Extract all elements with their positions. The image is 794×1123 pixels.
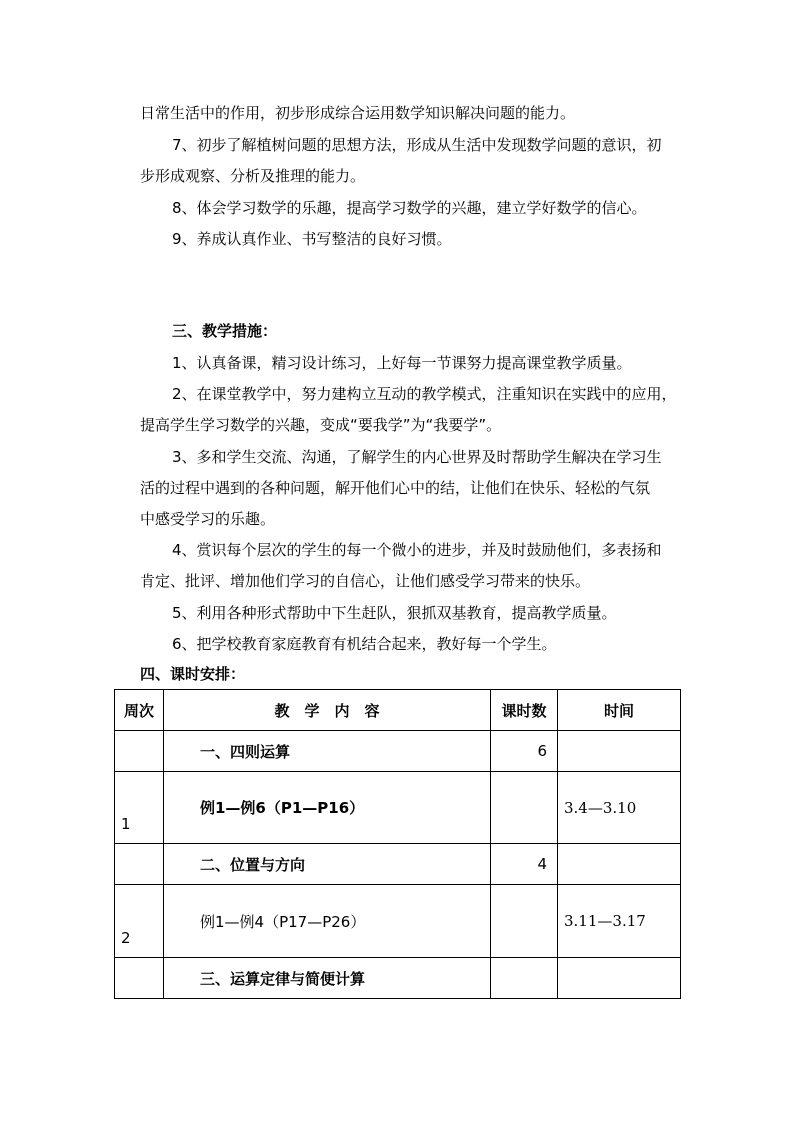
measure-line: 中感受学习的乐趣。	[140, 510, 276, 528]
table-row	[115, 885, 681, 958]
content-cell: 一、四则运算	[164, 731, 491, 772]
table-row	[115, 958, 681, 999]
time-cell: 3.11—3.17	[558, 885, 681, 958]
time-cell	[558, 731, 681, 772]
content-cell: 三、运算定律与简便计算	[164, 958, 491, 999]
week-cell	[115, 844, 164, 885]
paragraph-line: 步形成观察、分析及推理的能力。	[140, 167, 366, 185]
time-cell	[558, 958, 681, 999]
content-cell: 二、位置与方向	[164, 844, 491, 885]
content-cell: 例1—例4（P17—P26）	[164, 885, 491, 958]
header-time: 时间	[558, 690, 681, 731]
table-header-row	[115, 690, 681, 731]
hours-cell	[491, 772, 558, 844]
measure-line: 3、多和学生交流、沟通，了解学生的内心世界及时帮助学生解决在学习生	[172, 448, 662, 466]
header-content: 教 学 内 容	[164, 690, 491, 731]
table-row	[115, 731, 681, 772]
week-cell	[115, 731, 164, 772]
measure-line: 1、认真备课，精习设计练习，上好每一节课努力提高课堂教学质量。	[172, 354, 632, 372]
paragraph-line: 7、初步了解植树问题的思想方法，形成从生活中发现数学问题的意识，初	[172, 136, 662, 154]
hours-cell: 6	[491, 731, 558, 772]
week-cell: 1	[115, 772, 164, 844]
table-row	[115, 772, 681, 844]
measure-line: 2、在课堂教学中，努力建构立互动的教学模式，注重知识在实践中的应用，	[172, 385, 677, 403]
week-cell	[115, 958, 164, 999]
section-title: 三、教学措施：	[172, 322, 278, 340]
measure-line: 6、把学校教育家庭教育有机结合起来，教好每一个学生。	[172, 635, 557, 653]
measure-line: 提高学生学习数学的兴趣，变成“要我学”为“我要学”。	[140, 416, 502, 434]
time-cell	[558, 844, 681, 885]
measure-line: 4、赏识每个层次的学生的每一个微小的进步，并及时鼓励他们，多表扬和	[172, 541, 662, 559]
content-cell: 例1—例6（P1—P16）	[164, 772, 491, 844]
week-cell: 2	[115, 885, 164, 958]
schedule-table	[114, 689, 681, 999]
measure-line: 活的过程中遇到的各种问题，解开他们心中的结，让他们在快乐、轻松的气氛	[140, 479, 651, 497]
header-hours: 课时数	[491, 690, 558, 731]
header-week: 周次	[115, 690, 164, 731]
hours-cell	[491, 885, 558, 958]
measure-line: 5、利用各种形式帮助中下生赶队，狠抓双基教育，提高教学质量。	[172, 604, 617, 622]
paragraph-line: 8、体会学习数学的乐趣，提高学习数学的兴趣，建立学好数学的信心。	[172, 199, 647, 217]
measure-line: 肯定、批评、增加他们学习的自信心，让他们感受学习带来的快乐。	[140, 572, 591, 590]
paragraph-line: 9、养成认真作业、书写整洁的良好习惯。	[172, 230, 452, 248]
hours-cell	[491, 958, 558, 999]
time-cell: 3.4—3.10	[558, 772, 681, 844]
section-title: 四、课时安排：	[140, 665, 246, 683]
hours-cell: 4	[491, 844, 558, 885]
table-row	[115, 844, 681, 885]
paragraph-line: 日常生活中的作用，初步形成综合运用数学知识解决问题的能力。	[140, 104, 576, 122]
